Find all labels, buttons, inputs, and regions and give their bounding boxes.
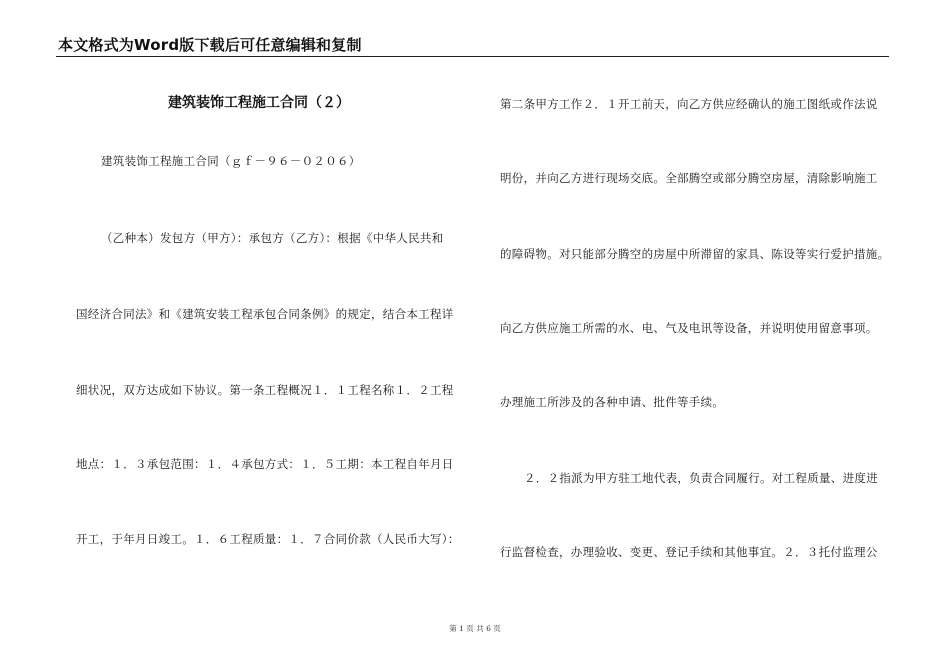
right-line-1: 第二条甲方工作２．１开工前天，向乙方供应经确认的施工图纸或作法说 (500, 97, 878, 111)
right-line-6: ２．２指派为甲方驻工地代表，负责合同履行。对工程质量、进度进 (524, 471, 878, 485)
document-title: 建筑装饰工程施工合同（２） (168, 95, 350, 111)
right-line-2: 明份，并向乙方进行现场交底。全部腾空或部分腾空房屋，清除影响施工 (500, 171, 878, 185)
right-line-7: 行监督检查，办理验收、变更、登记手续和其他事宜。２．３托付监理公 (500, 545, 878, 559)
left-line-4: 细状况，双方达成如下协议。第一条工程概况１．１工程名称１．２工程 (76, 383, 454, 397)
left-line-3: 国经济合同法》和《建筑安装工程承包合同条例》的规定，结合本工程详 (76, 307, 454, 321)
right-line-5: 办理施工所涉及的各种申请、批件等手续。 (500, 395, 725, 409)
header-divider (56, 56, 889, 57)
right-line-3: 的障碍物。对只能部分腾空的房屋中所滞留的家具、陈设等实行爱护措施。 (500, 247, 890, 261)
download-banner: 本文格式为Word版下载后可任意编辑和复制 (58, 36, 362, 54)
page-number: 第 1 页 共 6 页 (449, 624, 501, 633)
left-line-2: （乙种本）发包方（甲方）：承包方（乙方）：根据《中华人民共和 (101, 231, 444, 245)
right-line-4: 向乙方供应施工所需的水、电、气及电讯等设备，并说明使用留意事项。 (500, 321, 878, 335)
left-line-1: 建筑装饰工程施工合同（ｇｆ－９６－０２０６） (101, 154, 361, 168)
left-line-5: 地点：１．３承包范围：１．４承包方式：１．５工期：本工程自年月日 (76, 457, 454, 471)
left-line-6: 开工，于年月日竣工。１．６工程质量：１．７合同价款（人民币大写）： (76, 532, 460, 546)
